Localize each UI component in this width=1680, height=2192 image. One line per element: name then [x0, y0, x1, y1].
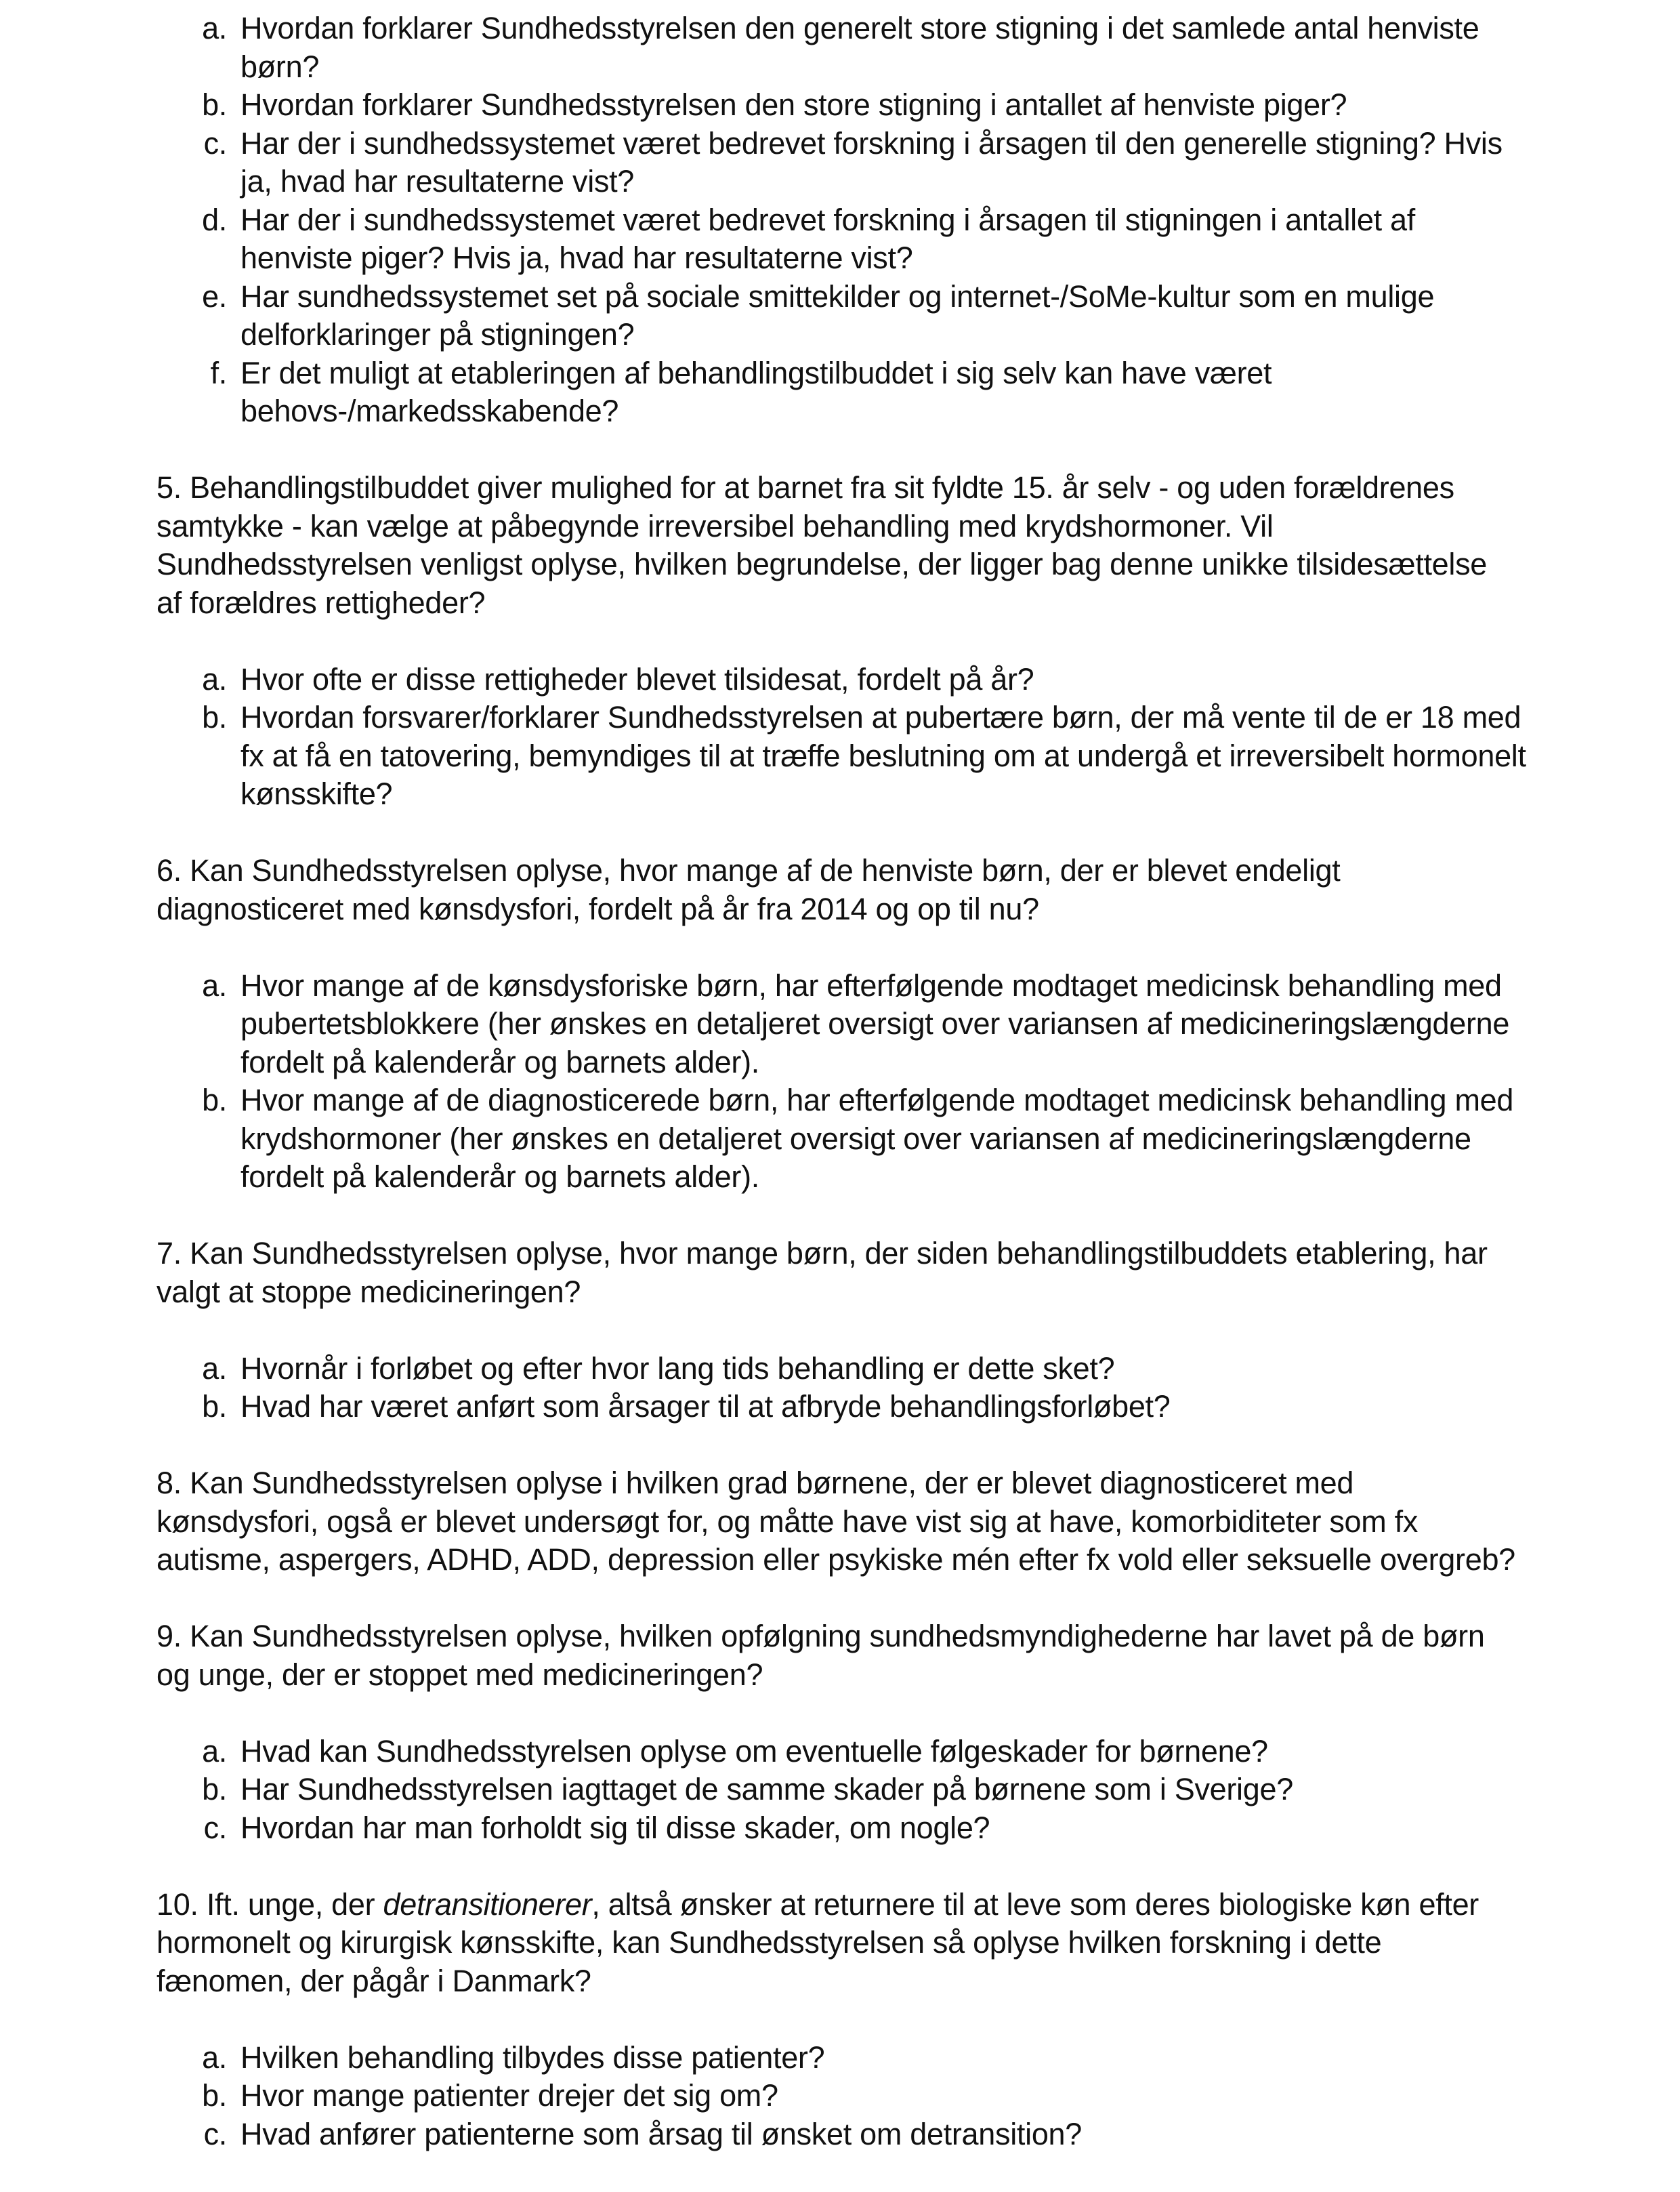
list-item — [156, 1081, 1528, 1197]
list-item-text: Hvor ofte er disse rettigheder blevet tilsidesat, fordelt på år? — [240, 661, 1034, 697]
list-item — [156, 354, 1528, 431]
list-item-text: Hvordan har man forholdt sig til disse skader, om nogle? — [240, 1810, 990, 1845]
list-item — [156, 1350, 1528, 1388]
list-marker: a. — [202, 968, 227, 1003]
list-item — [156, 86, 1528, 125]
list-marker: b. — [202, 1389, 227, 1424]
list-item-text: Har sundhedssystemet set på sociale smittekilder og internet-/SoMe-kultur som en mulige delforklaringer på stigningen? — [240, 278, 1435, 352]
list-item-text: Hvad kan Sundhedsstyrelsen oplyse om eventuelle følgeskader for børnene? — [240, 1733, 1268, 1769]
question-6: 6. Kan Sundhedsstyrelsen oplyse, hvor mange af de henviste børn, der er blevet endeligt diagnosticeret med kønsdysfori, fordelt på år fra 2014 og op til nu? — [156, 853, 1341, 926]
question-10 — [156, 1886, 1518, 2001]
question-8: 8. Kan Sundhedsstyrelsen oplyse i hvilken grad børnene, der er blevet diagnosticeret med kønsdysfori, også er blevet undersøgt for, og måtte have vist sig at have, komorbiditeter som fx autisme, aspergers, ADHD, ADD, depression eller psykiske mén efter fx vold eller seksuelle overgreb? — [156, 1466, 1515, 1577]
question-10-italic-term: detransitionerer — [383, 1886, 592, 1922]
list-item-text: Har Sundhedsstyrelsen iagttaget de samme skader på børnene som i Sverige? — [240, 1772, 1293, 1806]
question-10-text-start: 10. Ift. unge, der — [156, 1886, 383, 1922]
list-marker: d. — [202, 202, 227, 237]
list-item-text: Har der i sundhedssystemet været bedrevet forskning i årsagen til stigningen i antallet af henviste piger? Hvis ja, hvad har resultaterne vist? — [240, 202, 1415, 275]
q7-subitem-list — [156, 1350, 1538, 1426]
list-item — [156, 1809, 1528, 1848]
list-marker: c. — [203, 125, 227, 161]
question-9: 9. Kan Sundhedsstyrelsen oplyse, hvilken opfølgning sundhedsmyndighederne har lavet på de børn og unge, der er stoppet med medicineringen? — [156, 1619, 1485, 1692]
list-marker: a. — [202, 1733, 227, 1769]
list-item — [156, 125, 1528, 201]
list-marker: f. — [210, 355, 227, 390]
list-item-text: Hvor mange patienter drejer det sig om? — [240, 2078, 778, 2113]
list-item — [156, 278, 1528, 354]
list-marker: e. — [202, 278, 227, 314]
list-item-text: Hvor mange af de diagnosticerede børn, har efterfølgende modtaget medicinsk behandling med krydshormoner (her ønskes en detaljeret oversigt over variansen af medicineringslængderne fordelt på kalenderår og barnets alder). — [240, 1083, 1514, 1194]
list-item — [156, 9, 1528, 86]
list-item — [156, 661, 1528, 699]
list-marker: a. — [202, 1350, 227, 1386]
list-marker: b. — [202, 1772, 227, 1806]
list-marker: a. — [202, 661, 227, 697]
list-item — [156, 699, 1528, 814]
document-body — [156, 9, 1538, 2192]
q6-subitem-list — [156, 967, 1538, 1197]
list-marker: a. — [202, 2040, 227, 2075]
list-marker: a. — [202, 11, 227, 45]
q4-subitem-list — [156, 9, 1538, 431]
list-item — [156, 201, 1528, 278]
list-marker: b. — [202, 700, 227, 735]
list-marker: b. — [202, 87, 227, 122]
list-item-text: Har der i sundhedssystemet været bedrevet forskning i årsagen til den generelle stigning? Hvis ja, hvad har resultaterne vist? — [240, 125, 1503, 199]
list-item — [156, 967, 1528, 1082]
question-7: 7. Kan Sundhedsstyrelsen oplyse, hvor mange børn, der siden behandlingstilbuddets etablering, har valgt at stoppe medicineringen? — [156, 1236, 1488, 1309]
list-marker: c. — [203, 1810, 227, 1845]
list-item-text: Hvor mange af de kønsdysforiske børn, har efterfølgende modtaget medicinsk behandling med pubertetsblokkere (her ønskes en detaljeret oversigt over variansen af medicineringslængderne fordelt på kalenderår og barnets alder). — [240, 968, 1510, 1079]
list-item — [156, 2039, 1528, 2077]
list-marker: b. — [202, 2078, 227, 2113]
list-item-text: Hvordan forsvarer/forklarer Sundhedsstyrelsen at pubertære børn, der må vente til de er 18 med fx at få en tatovering, bemyndiges til at træffe beslutning om at undergå et irreversibelt hormonelt kønsskifte? — [240, 700, 1526, 811]
question-5: 5. Behandlingstilbuddet giver mulighed for at barnet fra sit fyldte 15. år selv - og uden forældrenes samtykke - kan vælge at påbegynde irreversibel behandling med krydshormoner. Vil Sundhedsstyrelsen venligst oplyse, hvilken begrundelse, der ligger bag denne unikke tilsidesættelse af forældres rettigheder? — [156, 470, 1488, 620]
list-item-text: Hvad anfører patienterne som årsag til ønsket om detransition? — [240, 2116, 1082, 2151]
list-item-text: Er det muligt at etableringen af behandlingstilbuddet i sig selv kan have været behovs-/markedsskabende? — [240, 355, 1272, 428]
list-marker: b. — [202, 1083, 227, 1117]
list-item — [156, 2115, 1528, 2154]
q10-subitem-list — [156, 2039, 1538, 2154]
list-item-text: Hvornår i forløbet og efter hvor lang tids behandling er dette sket? — [240, 1350, 1115, 1386]
list-item-text: Hvordan forklarer Sundhedsstyrelsen den generelt store stigning i det samlede antal henviste børn? — [240, 11, 1479, 84]
list-item — [156, 1733, 1528, 1771]
question-10-text-end: , altså ønsker at returnere til at leve som deres biologiske køn efter hormonelt og kirurgisk kønsskifte, kan Sundhedsstyrelsen så oplyse hvilken forskning i dette fænomen, der pågår i Danmark? — [156, 1886, 1479, 1998]
list-item-text: Hvad har været anført som årsager til at afbryde behandlingsforløbet? — [240, 1389, 1171, 1424]
list-item — [156, 1771, 1528, 1809]
list-item — [156, 1388, 1528, 1426]
list-item — [156, 2077, 1528, 2115]
list-item-text: Hvordan forklarer Sundhedsstyrelsen den store stigning i antallet af henviste piger? — [240, 87, 1347, 122]
list-item-text: Hvilken behandling tilbydes disse patienter? — [240, 2040, 825, 2075]
q5-subitem-list — [156, 661, 1538, 814]
list-marker: c. — [203, 2116, 227, 2151]
q9-subitem-list — [156, 1733, 1538, 1848]
